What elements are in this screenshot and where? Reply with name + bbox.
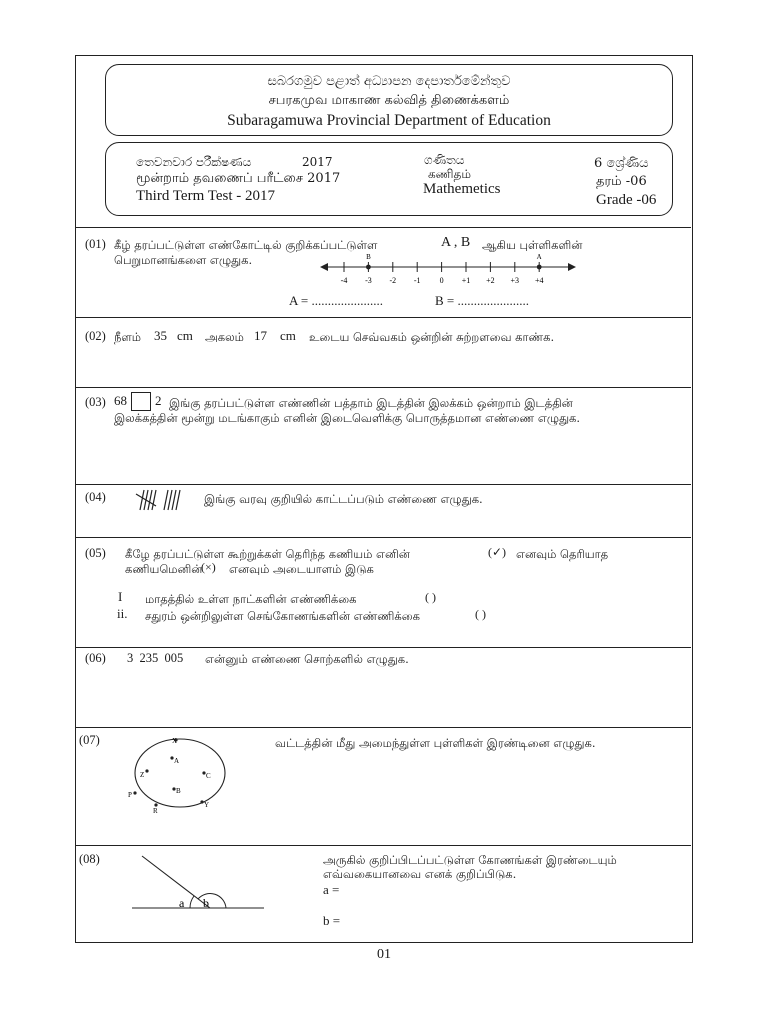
section-divider xyxy=(75,727,691,728)
label-r: R xyxy=(153,807,158,815)
department-name-tamil: சபரகமுவ மாகாண கல்வித் திணைக்களம் xyxy=(268,93,510,108)
question-text: கீழ் தரப்பட்டுள்ள எண்கோட்டில் குறிக்கப்பட்டுள்ள xyxy=(114,238,378,252)
angle-a-arc xyxy=(190,896,194,908)
tally-group-five xyxy=(136,490,156,510)
circle-diagram xyxy=(122,731,242,821)
question-text: இலக்கத்தின் மூன்று மடங்காகும் எனின் இடைவெளிக்கு பொருத்தமான எண்ணை எழுதுக. xyxy=(114,411,581,425)
question-text: கணியமெனின் xyxy=(125,562,203,576)
label-c: C xyxy=(206,772,211,780)
item-text: சதுரம் ஒன்றிலுள்ள செங்கோணங்களின் எண்ணிக்கை xyxy=(145,609,420,623)
question-text: பெறுமானங்களை எழுதுக. xyxy=(114,253,253,267)
question-number: (08) xyxy=(79,852,100,866)
missing-digit-box xyxy=(131,392,151,411)
circle xyxy=(135,739,225,807)
department-header xyxy=(105,64,673,136)
tally-group-four xyxy=(164,490,180,510)
page-number: 01 xyxy=(377,947,391,962)
label-a: A xyxy=(174,757,180,765)
label-z: Z xyxy=(140,771,145,779)
question-number: (01) xyxy=(85,237,106,251)
question-text: எனவும் தெரியாத xyxy=(516,547,609,561)
point-z xyxy=(145,769,148,772)
point-p xyxy=(133,791,136,794)
section-divider xyxy=(75,647,691,648)
section-divider xyxy=(75,227,691,228)
answer-a: A = ...................... xyxy=(289,293,384,308)
question-text: அகலம் xyxy=(205,330,244,344)
number-line-tick-label: -4 xyxy=(340,276,348,285)
term-tamil: மூன்றாம் தவணைப் பரீட்சை 2017 xyxy=(136,171,341,186)
number-line-tick-label: 0 xyxy=(439,276,444,285)
number-line-point-b xyxy=(366,265,371,270)
question-text: நீளம் xyxy=(114,330,141,344)
question-number: (04) xyxy=(85,490,106,504)
length-value: 35 xyxy=(154,328,167,343)
question-text: அருகில் குறிப்பிடப்பட்டுள்ள கோணங்கள் இரண்டையும் xyxy=(323,853,617,867)
item-marker: I xyxy=(118,589,123,604)
number-line-tick-label: +2 xyxy=(486,276,495,285)
answer-b: B = ...................... xyxy=(435,293,530,308)
number-to-write: 3 235 005 xyxy=(127,651,184,665)
question-text-points: A , B xyxy=(441,235,471,250)
question-text: இங்கு தரப்பட்டுள்ள எண்ணின் பத்தாம் இடத்தின் இலக்கம் ஒன்றாம் இடத்தின் xyxy=(169,396,573,410)
number-line-right-arrow xyxy=(568,263,576,271)
cross-symbol: (×) xyxy=(201,560,216,574)
length-unit: cm xyxy=(177,328,193,343)
number-line-tick-label: +3 xyxy=(510,276,520,285)
grade-english: Grade -06 xyxy=(596,192,657,208)
number-left-digits: 68 xyxy=(114,393,127,408)
question-number: (03) xyxy=(85,395,106,409)
number-line xyxy=(318,252,580,294)
term-english: Third Term Test - 2017 xyxy=(136,188,275,204)
section-divider xyxy=(75,317,691,318)
number-line-tick-label: +1 xyxy=(461,276,471,285)
number-line-tick-label: -2 xyxy=(389,276,397,285)
transversal-line xyxy=(142,856,210,908)
answer-b: b = xyxy=(323,913,341,928)
question-number: (05) xyxy=(85,546,106,560)
term-sinhala: තෙවනවාර පරීක්ෂණය xyxy=(136,155,252,169)
angle-b-label: b xyxy=(203,896,209,910)
question-number: (07) xyxy=(79,733,100,747)
question-text: என்னும் எண்ணை சொற்களில் எழுதுக. xyxy=(205,652,409,666)
department-name-english: Subaragamuwa Provincial Department of Education xyxy=(227,112,551,129)
section-divider xyxy=(75,537,691,538)
number-line-tick-label: +4 xyxy=(534,276,544,285)
number-line-point-a xyxy=(537,265,542,270)
subject-tamil: கணிதம் xyxy=(428,167,471,181)
tally-marks xyxy=(132,484,184,514)
subject-english: Mathemetics xyxy=(423,181,501,197)
width-unit: cm xyxy=(280,328,296,343)
question-text: உடைய செவ்வகம் ஒன்றின் சுற்றளவை காண்க. xyxy=(309,330,555,344)
exam-header xyxy=(105,142,673,216)
subject-sinhala: ගණිතය xyxy=(424,153,465,167)
number-line-point-a-label: A xyxy=(536,253,542,261)
angle-a-label: a xyxy=(179,896,185,910)
question-text: கீழே தரப்பட்டுள்ள கூற்றுக்கள் தெரிந்த கணியம் எனின் xyxy=(125,547,410,561)
number-right-digit: 2 xyxy=(155,393,162,408)
question-number: (06) xyxy=(85,651,106,665)
question-text: எவ்வகையானவை எனக் குறிப்பிடுக. xyxy=(323,867,517,881)
label-y: Y xyxy=(204,801,210,809)
answer-blank: ( ) xyxy=(425,590,436,604)
grade-sinhala: 6 ශ්‍රේණිය xyxy=(594,156,649,171)
item-marker: ii. xyxy=(117,606,128,621)
label-b: B xyxy=(176,787,181,795)
question-number: (02) xyxy=(85,329,106,343)
term-sinhala-year: 2017 xyxy=(302,155,333,169)
department-name-sinhala: සබරගමුව පළාත් අධ්‍යාපන දෙපාර්තමේන්තුව xyxy=(267,74,511,89)
number-line-point-b-label: B xyxy=(366,253,371,261)
angle-diagram xyxy=(128,848,268,914)
label-p: P xyxy=(128,791,132,799)
tick-symbol: (✓) xyxy=(488,545,507,559)
question-text: ஆகிய புள்ளிகளின் xyxy=(482,238,583,252)
item-text: மாதத்தில் உள்ள நாட்களின் எண்ணிக்கை xyxy=(145,592,357,606)
number-line-tick-label: -3 xyxy=(365,276,372,285)
width-value: 17 xyxy=(254,328,267,343)
label-x: X xyxy=(172,737,178,745)
number-line-tick-label: -1 xyxy=(413,276,421,285)
answer-a: a = xyxy=(323,882,340,897)
section-divider xyxy=(75,845,691,846)
grade-tamil: தரம் -06 xyxy=(596,174,647,189)
question-text: வட்டத்தின் மீது அமைந்துள்ள புள்ளிகள் இரண்டினை எழுதுக. xyxy=(275,736,596,750)
question-text: இங்கு வரவு குறியில் காட்டப்படும் எண்ணை எழுதுக. xyxy=(204,492,483,506)
number-line-left-arrow xyxy=(320,263,328,271)
question-text: எனவும் அடையாளம் இடுக xyxy=(229,562,374,576)
section-divider xyxy=(75,387,691,388)
answer-blank: ( ) xyxy=(475,607,486,621)
